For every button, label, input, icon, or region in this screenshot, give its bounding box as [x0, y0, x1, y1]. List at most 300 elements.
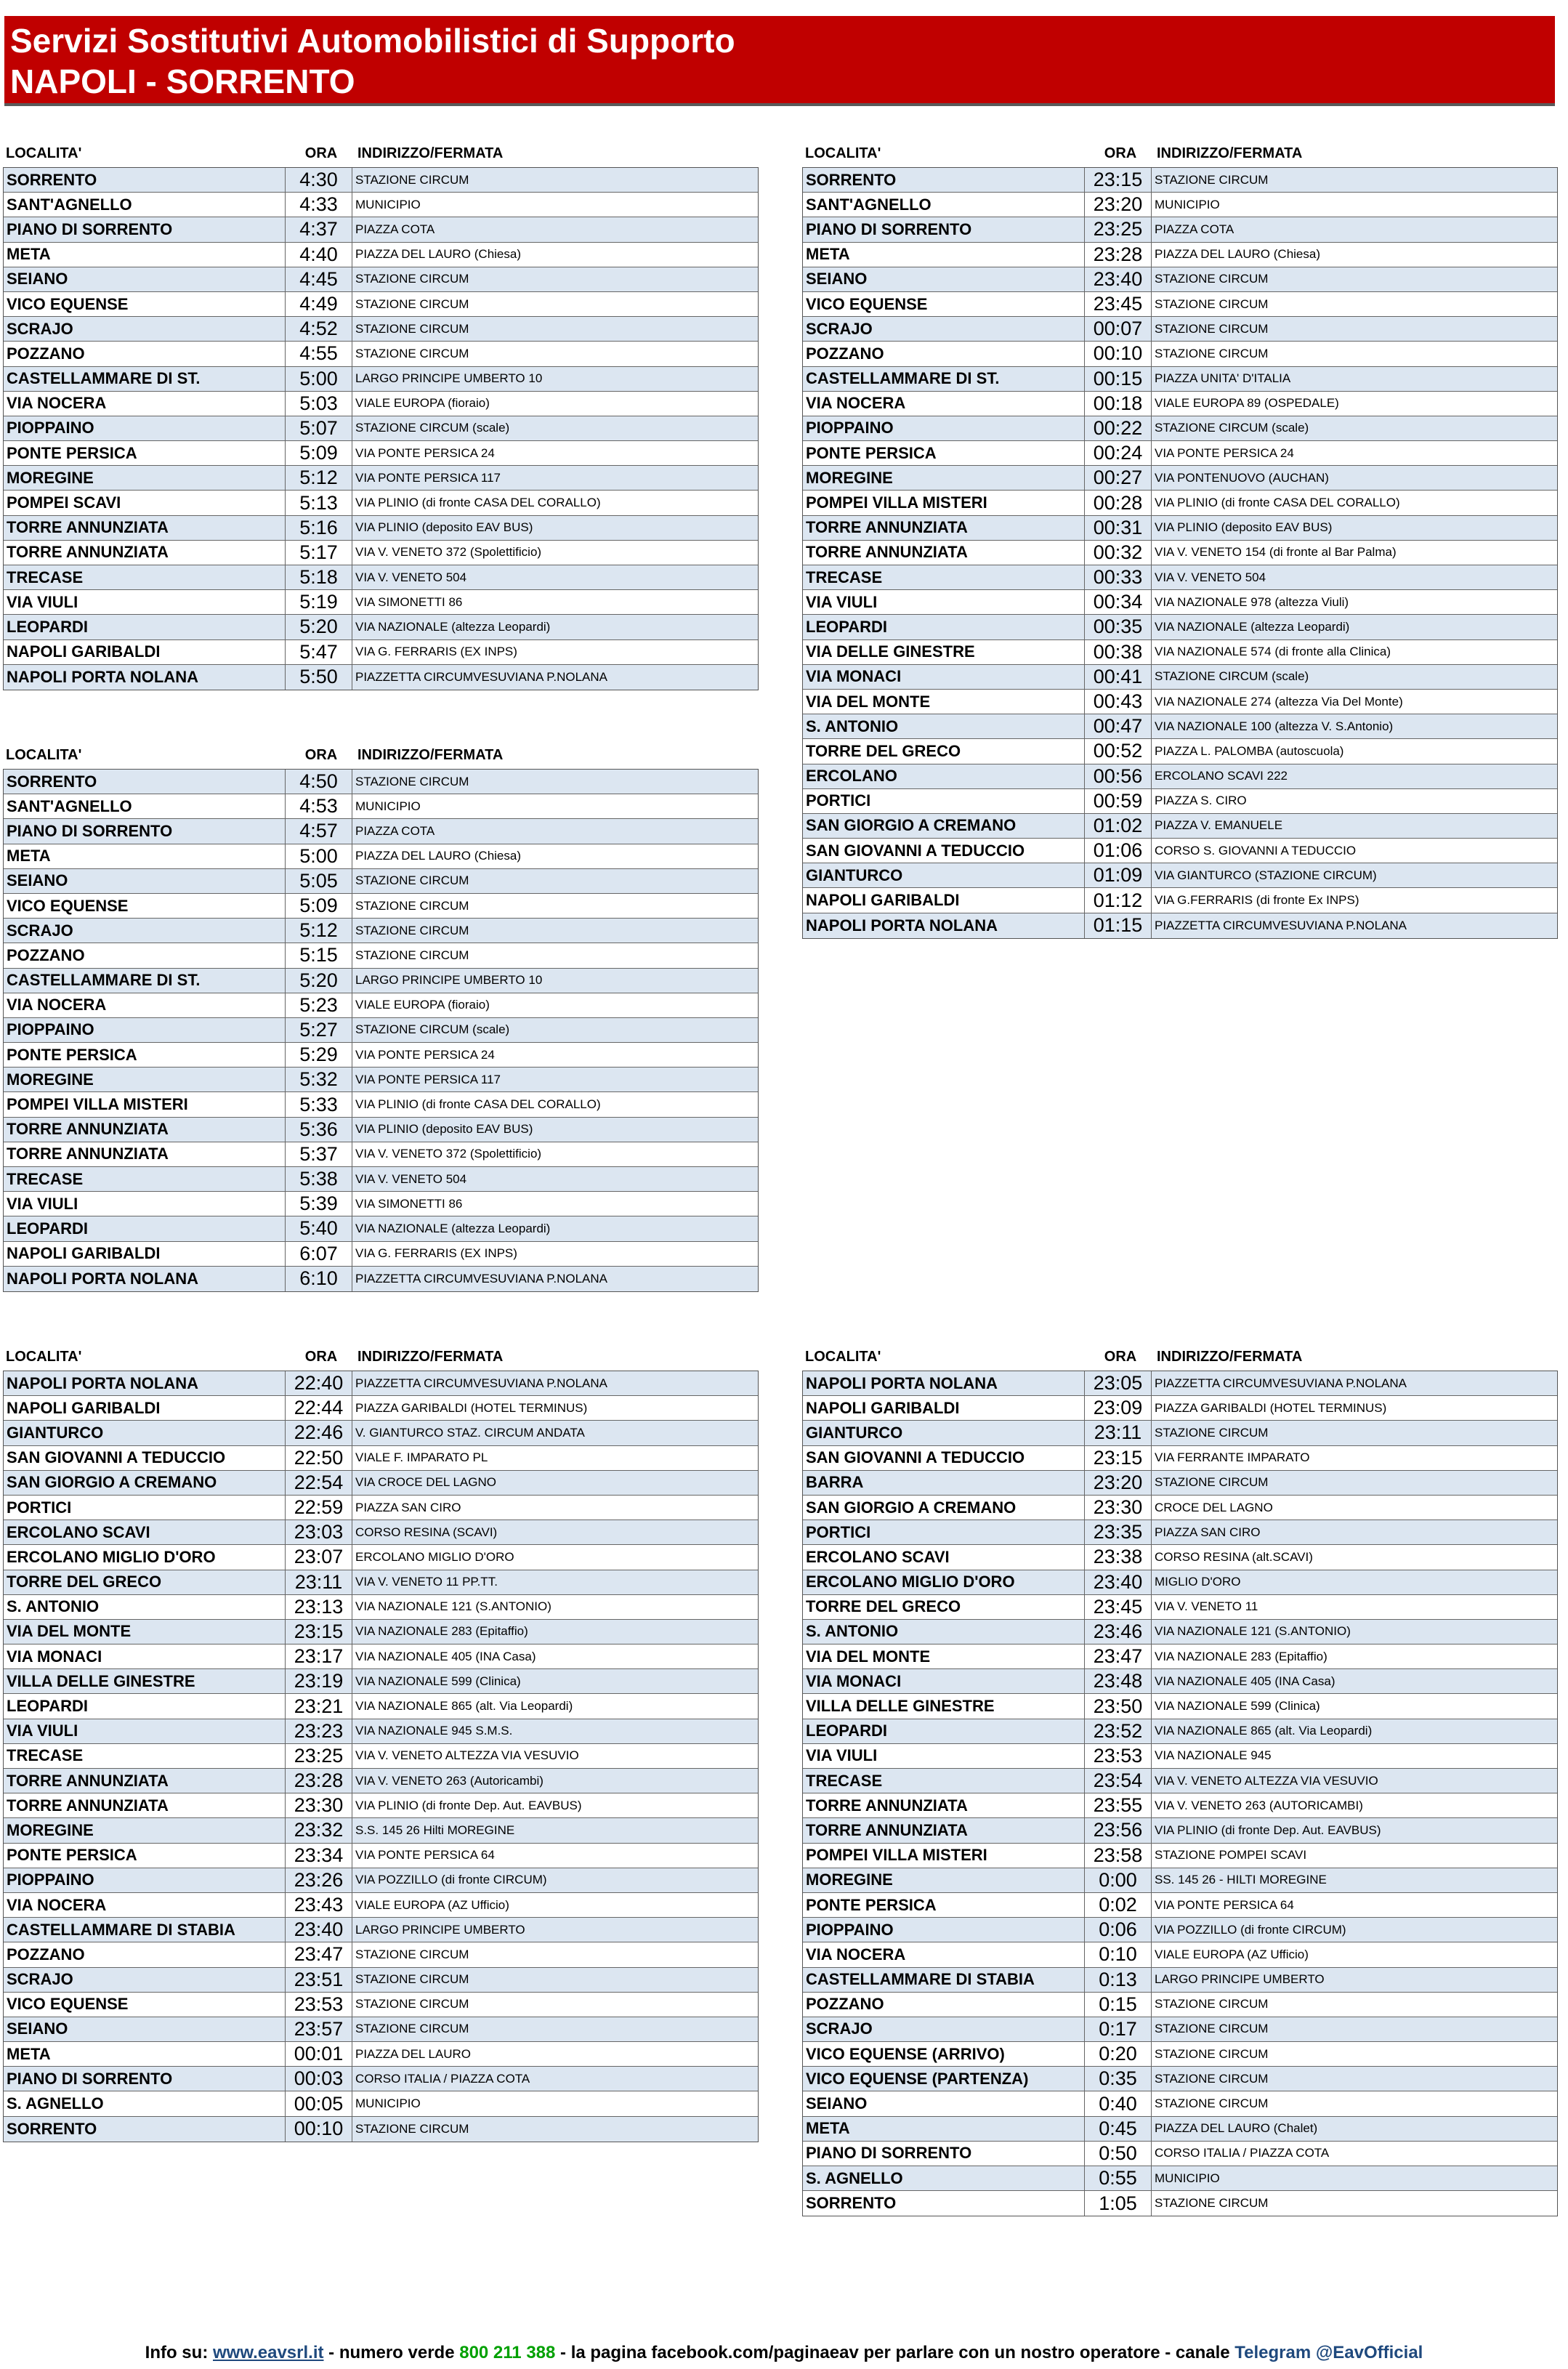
- stop-address: VIA V. VENETO 11 PP.TT.: [355, 1575, 498, 1589]
- departure-time: 00:01: [286, 2042, 352, 2066]
- departure-time: 23:38: [1085, 1545, 1152, 1569]
- stop-name: VIA DEL MONTE: [4, 1620, 286, 1644]
- stop-name: TRECASE: [4, 565, 286, 589]
- stop-name: S. AGNELLO: [803, 2166, 1085, 2190]
- table-row: [4, 1092, 758, 1117]
- departure-time: 4:33: [286, 193, 352, 217]
- stop-address: STAZIONE CIRCUM: [1155, 1475, 1269, 1490]
- table-row: [4, 943, 758, 968]
- stop-address: VIA G. FERRARIS (EX INPS): [355, 645, 517, 659]
- stop-name: MOREGINE: [803, 1868, 1085, 1892]
- departure-time: 4:49: [286, 292, 352, 316]
- table-row: [4, 869, 758, 894]
- stop-name: SANT'AGNELLO: [4, 193, 286, 217]
- stop-name: VIA VIULI: [4, 1192, 286, 1216]
- table-row: [4, 1471, 758, 1496]
- departure-time: 00:33: [1085, 565, 1152, 589]
- stop-address: VIA V. VENETO 504: [1155, 570, 1266, 584]
- table-row: [803, 491, 1557, 515]
- departure-time: 23:43: [286, 1893, 352, 1917]
- stop-address: VIA NAZIONALE (altezza Leopardi): [355, 619, 551, 634]
- stop-address: VIA NAZIONALE 574 (di fronte alla Clinica): [1155, 645, 1391, 659]
- stop-name: VIA MONACI: [4, 1644, 286, 1668]
- stop-name: META: [803, 2117, 1085, 2141]
- stop-name: POMPEI VILLA MISTERI: [803, 1844, 1085, 1868]
- table-row: [4, 1694, 758, 1719]
- table-row: [803, 1620, 1557, 1644]
- stop-address: VIA PONTE PERSICA 24: [355, 445, 495, 460]
- stop-name: NAPOLI PORTA NOLANA: [4, 1371, 286, 1395]
- stop-address: VIALE EUROPA 89 (OSPEDALE): [1155, 396, 1339, 411]
- stop-address: STAZIONE CIRCUM: [1155, 2022, 1269, 2036]
- departure-time: 01:15: [1085, 913, 1152, 938]
- stop-name: POZZANO: [4, 943, 286, 967]
- stop-name: SAN GIOVANNI A TEDUCCIO: [803, 1446, 1085, 1470]
- stop-name: VILLA DELLE GINESTRE: [803, 1694, 1085, 1718]
- departure-time: 0:35: [1085, 2067, 1152, 2091]
- stop-address: PIAZZA DEL LAURO: [355, 2046, 472, 2061]
- table-row: [803, 1371, 1557, 1396]
- stop-name: NAPOLI PORTA NOLANA: [4, 665, 286, 690]
- table-row: [4, 1446, 758, 1471]
- stop-address: STAZIONE CIRCUM: [355, 1972, 469, 1987]
- stop-name: PIANO DI SORRENTO: [4, 2067, 286, 2091]
- stop-name: META: [4, 2042, 286, 2066]
- departure-time: 5:12: [286, 466, 352, 490]
- stop-name: ERCOLANO: [803, 764, 1085, 788]
- stop-name: SORRENTO: [4, 168, 286, 192]
- departure-time: 23:54: [1085, 1769, 1152, 1793]
- stop-name: PIOPPAINO: [4, 416, 286, 440]
- stop-address: PIAZZA DEL LAURO (Chiesa): [355, 849, 521, 863]
- stop-address: S.S. 145 26 Hilti MOREGINE: [355, 1823, 515, 1837]
- stop-address: VIA NAZIONALE 100 (altezza V. S.Antonio): [1155, 719, 1394, 733]
- stop-name: SAN GIOVANNI A TEDUCCIO: [4, 1446, 286, 1470]
- departure-time: 4:40: [286, 243, 352, 267]
- table-row: [803, 590, 1557, 615]
- info-footer: [0, 2343, 1568, 2363]
- table-row: [803, 466, 1557, 491]
- table-row: [4, 1942, 758, 1967]
- stop-name: NAPOLI GARIBALDI: [4, 1242, 286, 1266]
- departure-time: 5:40: [286, 1216, 352, 1240]
- stop-name: VIA VIULI: [4, 590, 286, 614]
- departure-time: 5:09: [286, 894, 352, 918]
- table-row: [4, 919, 758, 943]
- stop-name: NAPOLI GARIBALDI: [4, 640, 286, 664]
- header-localita: LOCALITA': [805, 145, 881, 161]
- departure-time: 23:35: [1085, 1520, 1152, 1544]
- table-row: [803, 1396, 1557, 1421]
- stop-name: TORRE ANNUNZIATA: [4, 541, 286, 565]
- stop-address: PIAZZA COTA: [355, 823, 435, 838]
- table-row: [4, 794, 758, 819]
- stop-address: SS. 145 26 - HILTI MOREGINE: [1155, 1873, 1327, 1887]
- table-row: [4, 1893, 758, 1918]
- table-row: [4, 565, 758, 590]
- departure-time: 23:47: [1085, 1644, 1152, 1668]
- stop-address: STAZIONE CIRCUM (scale): [1155, 421, 1309, 435]
- header-indirizzo: INDIRIZZO/FERMATA: [357, 145, 504, 161]
- departure-time: 23:25: [1085, 217, 1152, 241]
- stop-name: VIA DELLE GINESTRE: [803, 640, 1085, 664]
- stop-address: VIALE EUROPA (fioraio): [355, 998, 490, 1012]
- stop-name: MOREGINE: [4, 1068, 286, 1091]
- table-row: [4, 1496, 758, 1520]
- stop-address: VIA V. VENETO ALTEZZA VIA VESUVIO: [1155, 1773, 1378, 1788]
- header-ora: ORA: [1104, 1349, 1137, 1365]
- table-row: [803, 516, 1557, 541]
- stop-address: VIA V. VENETO 11: [1155, 1599, 1258, 1614]
- table-row: [4, 1043, 758, 1068]
- stop-name: POMPEI VILLA MISTERI: [4, 1092, 286, 1116]
- table-row: [4, 1744, 758, 1769]
- table-grid: [802, 1371, 1558, 2216]
- departure-time: 5:32: [286, 1068, 352, 1091]
- header-ora: ORA: [304, 145, 338, 161]
- table-row: [4, 1719, 758, 1744]
- table-row: [803, 1793, 1557, 1818]
- stop-name: PIOPPAINO: [4, 1868, 286, 1892]
- departure-time: 0:15: [1085, 1993, 1152, 2017]
- stop-name: SEIANO: [803, 2091, 1085, 2115]
- stop-address: MUNICIPIO: [355, 2096, 421, 2111]
- stop-address: CORSO ITALIA / PIAZZA COTA: [355, 2071, 530, 2086]
- stop-address: VIA POZZILLO (di fronte CIRCUM): [355, 1873, 547, 1887]
- stop-name: TORRE DEL GRECO: [803, 1595, 1085, 1619]
- stop-address: STAZIONE CIRCUM: [355, 1997, 469, 2011]
- stop-address: VIALE EUROPA (AZ Ufficio): [1155, 1947, 1309, 1961]
- departure-time: 5:47: [286, 640, 352, 664]
- table-row: [4, 1644, 758, 1669]
- stop-name: POZZANO: [803, 1993, 1085, 2017]
- departure-time: 6:07: [286, 1242, 352, 1266]
- stop-name: SCRAJO: [4, 317, 286, 341]
- departure-time: 23:03: [286, 1520, 352, 1544]
- stop-name: MOREGINE: [4, 1818, 286, 1842]
- departure-time: 23:20: [1085, 193, 1152, 217]
- table-row: [803, 541, 1557, 565]
- departure-time: 23:11: [1085, 1421, 1152, 1445]
- stop-address: PIAZZA S. CIRO: [1155, 794, 1247, 808]
- stop-name: NAPOLI GARIBALDI: [803, 888, 1085, 912]
- table-grid: [3, 167, 759, 690]
- stop-address: PIAZZA DEL LAURO (Chiesa): [355, 247, 521, 262]
- stop-address: VIA V. VENETO 504: [355, 1171, 467, 1186]
- footer-text-1: - numero verde: [323, 2343, 460, 2362]
- departure-time: 5:09: [286, 441, 352, 465]
- stop-address: PIAZZETTA CIRCUMVESUVIANA P.NOLANA: [355, 1271, 608, 1286]
- footer-prefix: Info su:: [145, 2343, 213, 2362]
- website-link[interactable]: www.eavsrl.it: [212, 2343, 324, 2362]
- stop-name: NAPOLI PORTA NOLANA: [4, 1267, 286, 1291]
- table-row: [4, 217, 758, 242]
- table-row: [4, 615, 758, 639]
- departure-time: 5:18: [286, 565, 352, 589]
- stop-address: LARGO PRINCIPE UMBERTO 10: [355, 371, 543, 386]
- stop-name: TORRE ANNUNZIATA: [803, 1818, 1085, 1842]
- stop-address: VIA NAZIONALE (altezza Leopardi): [355, 1221, 551, 1235]
- stop-address: VIA NAZIONALE 121 (S.ANTONIO): [355, 1599, 551, 1614]
- departure-time: 23:15: [1085, 168, 1152, 192]
- stop-name: ERCOLANO SCAVI: [4, 1520, 286, 1544]
- table-row: [4, 491, 758, 515]
- stop-name: TRECASE: [803, 1769, 1085, 1793]
- stop-address: VIALE EUROPA (AZ Ufficio): [355, 1897, 509, 1912]
- stop-name: VIA VIULI: [4, 1719, 286, 1743]
- stop-address: STAZIONE CIRCUM: [1155, 2046, 1269, 2061]
- departure-time: 5:20: [286, 615, 352, 639]
- stop-address: MIGLIO D'ORO: [1155, 1575, 1241, 1589]
- stop-name: VIA VIULI: [803, 1744, 1085, 1768]
- table-row: [803, 1968, 1557, 1993]
- table-header: [3, 1344, 759, 1371]
- table-row: [803, 1744, 1557, 1769]
- departure-time: 23:34: [286, 1844, 352, 1868]
- departure-time: 6:10: [286, 1267, 352, 1291]
- departure-time: 23:20: [1085, 1471, 1152, 1495]
- stop-address: VIA PONTENUOVO (AUCHAN): [1155, 470, 1329, 485]
- table-row: [803, 739, 1557, 764]
- departure-time: 5:36: [286, 1118, 352, 1142]
- departure-time: 23:58: [1085, 1844, 1152, 1868]
- departure-time: 5:05: [286, 869, 352, 893]
- stop-name: SCRAJO: [4, 1968, 286, 1992]
- table-row: [4, 1793, 758, 1818]
- stop-name: PONTE PERSICA: [4, 441, 286, 465]
- stop-name: CASTELLAMMARE DI STABIA: [4, 1918, 286, 1942]
- stop-address: STAZIONE CIRCUM: [355, 948, 469, 962]
- table-row: [4, 292, 758, 317]
- departure-time: 23:21: [286, 1694, 352, 1718]
- departure-time: 01:02: [1085, 814, 1152, 838]
- stop-name: TORRE DEL GRECO: [803, 739, 1085, 763]
- table-row: [803, 217, 1557, 242]
- table-row: [803, 789, 1557, 814]
- stop-name: GIANTURCO: [803, 863, 1085, 887]
- table-row: [4, 1818, 758, 1843]
- table-row: [4, 1192, 758, 1216]
- table-row: [4, 1769, 758, 1793]
- table-row: [4, 1620, 758, 1644]
- stop-address: STAZIONE CIRCUM: [1155, 2071, 1269, 2086]
- table-row: [4, 1868, 758, 1893]
- table-row: [4, 1371, 758, 1396]
- stop-address: VIA PLINIO (di fronte Dep. Aut. EAVBUS): [355, 1798, 582, 1812]
- stop-name: META: [4, 844, 286, 868]
- stop-name: VIA NOCERA: [4, 392, 286, 416]
- departure-time: 5:15: [286, 943, 352, 967]
- stop-name: NAPOLI PORTA NOLANA: [803, 1371, 1085, 1395]
- stop-address: STAZIONE CIRCUM: [1155, 272, 1269, 286]
- departure-time: 22:46: [286, 1421, 352, 1445]
- stop-address: VIA V. VENETO 372 (Spolettificio): [355, 1147, 542, 1161]
- stop-address: VIA PONTE PERSICA 64: [1155, 1897, 1294, 1912]
- departure-time: 23:53: [286, 1993, 352, 2017]
- header-localita: LOCALITA': [6, 145, 82, 161]
- departure-time: 00:35: [1085, 615, 1152, 639]
- stop-name: SCRAJO: [803, 2017, 1085, 2041]
- table-row: [803, 888, 1557, 913]
- table-row: [803, 2142, 1557, 2166]
- table-row: [803, 615, 1557, 639]
- table-row: [803, 714, 1557, 739]
- stop-name: NAPOLI GARIBALDI: [803, 1396, 1085, 1420]
- departure-time: 23:28: [1085, 243, 1152, 267]
- stop-address: VIA NAZIONALE 599 (Clinica): [1155, 1699, 1320, 1714]
- table-row: [803, 1893, 1557, 1918]
- stop-name: SANT'AGNELLO: [803, 193, 1085, 217]
- footer-text-2: - la pagina facebook.com/paginaeav per parlare con un nostro operatore - canale: [555, 2343, 1235, 2362]
- departure-time: 0:20: [1085, 2042, 1152, 2066]
- stop-address: VIA PONTE PERSICA 24: [1155, 445, 1294, 460]
- table-row: [803, 1868, 1557, 1893]
- stop-name: GIANTURCO: [4, 1421, 286, 1445]
- table-row: [803, 1644, 1557, 1669]
- table-row: [4, 1118, 758, 1142]
- departure-time: 22:59: [286, 1496, 352, 1520]
- stop-address: PIAZZA UNITA' D'ITALIA: [1155, 371, 1291, 386]
- stop-address: STAZIONE CIRCUM: [1155, 1425, 1269, 1440]
- stop-name: PIANO DI SORRENTO: [803, 217, 1085, 241]
- stop-address: VIA SIMONETTI 86: [355, 594, 463, 609]
- table-row: [803, 1595, 1557, 1620]
- stop-name: PIOPPAINO: [4, 1018, 286, 1042]
- table-row: [803, 416, 1557, 441]
- departure-time: 23:28: [286, 1769, 352, 1793]
- stop-address: VIA PONTE PERSICA 64: [355, 1848, 495, 1862]
- table-row: [4, 541, 758, 565]
- table-header: [3, 141, 759, 167]
- stop-name: S. ANTONIO: [4, 1595, 286, 1619]
- departure-time: 0:02: [1085, 1893, 1152, 1917]
- table-row: [4, 1993, 758, 2017]
- table-row: [803, 1918, 1557, 1942]
- departure-time: 4:50: [286, 770, 352, 794]
- page-title: Servizi Sostitutivi Automobilistici di Supporto: [10, 22, 735, 60]
- stop-name: PIOPPAINO: [803, 1918, 1085, 1942]
- departure-time: 5:27: [286, 1018, 352, 1042]
- stop-address: PIAZZA GARIBALDI (HOTEL TERMINUS): [355, 1400, 588, 1415]
- table-row: [803, 243, 1557, 267]
- table-row: [803, 1719, 1557, 1744]
- title-bar: [4, 16, 1555, 106]
- departure-time: 23:13: [286, 1595, 352, 1619]
- table-row: [803, 1669, 1557, 1694]
- stop-name: ERCOLANO MIGLIO D'ORO: [803, 1570, 1085, 1594]
- table-row: [4, 894, 758, 919]
- table-row: [803, 1471, 1557, 1496]
- table-row: [4, 1545, 758, 1570]
- stop-name: VIA DEL MONTE: [803, 1644, 1085, 1668]
- stop-name: SORRENTO: [4, 770, 286, 794]
- stop-address: VIA PLINIO (deposito EAV BUS): [355, 520, 533, 535]
- stop-address: VIALE F. IMPARATO PL: [355, 1450, 488, 1465]
- table-row: [4, 1669, 758, 1694]
- stop-address: CORSO RESINA (SCAVI): [355, 1525, 498, 1539]
- departure-time: 00:18: [1085, 392, 1152, 416]
- table-row: [4, 392, 758, 416]
- stop-name: SORRENTO: [803, 2191, 1085, 2216]
- departure-time: 1:05: [1085, 2191, 1152, 2216]
- stop-address: VIA V. VENETO 263 (AUTORICAMBI): [1155, 1798, 1363, 1812]
- stop-name: NAPOLI GARIBALDI: [4, 1396, 286, 1420]
- stop-address: STAZIONE CIRCUM: [355, 923, 469, 937]
- header-indirizzo: INDIRIZZO/FERMATA: [357, 747, 504, 763]
- stop-name: TORRE ANNUNZIATA: [4, 1142, 286, 1166]
- table-row: [803, 1818, 1557, 1843]
- table-header: [802, 141, 1558, 167]
- stop-name: TRECASE: [4, 1744, 286, 1768]
- departure-time: 23:07: [286, 1545, 352, 1569]
- departure-time: 23:48: [1085, 1669, 1152, 1693]
- table-row: [4, 1844, 758, 1868]
- stop-name: VILLA DELLE GINESTRE: [4, 1669, 286, 1693]
- table-row: [803, 1496, 1557, 1520]
- stop-address: STAZIONE CIRCUM: [355, 1947, 469, 1961]
- stop-address: STAZIONE CIRCUM: [355, 2022, 469, 2036]
- stop-name: LEOPARDI: [4, 615, 286, 639]
- stop-name: POZZANO: [803, 342, 1085, 366]
- departure-time: 23:51: [286, 1968, 352, 1992]
- stop-name: VICO EQUENSE: [4, 292, 286, 316]
- table-row: [4, 590, 758, 615]
- departure-time: 23:09: [1085, 1396, 1152, 1420]
- table-row: [803, 839, 1557, 863]
- stop-address: VIALE EUROPA (fioraio): [355, 396, 490, 411]
- departure-time: 0:55: [1085, 2166, 1152, 2190]
- departure-time: 0:40: [1085, 2091, 1152, 2115]
- stop-address: PIAZZA DEL LAURO (Chalet): [1155, 2121, 1318, 2136]
- departure-time: 23:23: [286, 1719, 352, 1743]
- stop-address: STAZIONE CIRCUM: [1155, 2196, 1269, 2211]
- table-row: [4, 2117, 758, 2142]
- table-row: [4, 1018, 758, 1043]
- table-row: [803, 863, 1557, 888]
- departure-time: 00:43: [1085, 690, 1152, 714]
- stop-address: PIAZZA V. EMANUELE: [1155, 818, 1283, 833]
- stop-address: VIA SIMONETTI 86: [355, 1196, 463, 1211]
- stop-address: VIA FERRANTE IMPARATO: [1155, 1450, 1310, 1465]
- table-row: [4, 770, 758, 794]
- table-row: [4, 267, 758, 292]
- stop-name: S. AGNELLO: [4, 2091, 286, 2115]
- header-localita: LOCALITA': [805, 1349, 881, 1365]
- stop-address: VIA V. VENETO 263 (Autoricambi): [355, 1773, 543, 1788]
- departure-time: 00:32: [1085, 541, 1152, 565]
- stop-name: VICO EQUENSE: [803, 292, 1085, 316]
- table-row: [4, 1595, 758, 1620]
- stop-name: SAN GIORGIO A CREMANO: [803, 1496, 1085, 1520]
- table-row: [803, 1421, 1557, 1445]
- departure-time: 23:11: [286, 1570, 352, 1594]
- departure-time: 00:27: [1085, 466, 1152, 490]
- stop-name: ERCOLANO MIGLIO D'ORO: [4, 1545, 286, 1569]
- stop-name: TORRE ANNUNZIATA: [803, 1793, 1085, 1817]
- departure-time: 23:30: [1085, 1496, 1152, 1520]
- stop-name: PONTE PERSICA: [4, 1844, 286, 1868]
- telegram-channel: Telegram @EavOfficial: [1234, 2343, 1423, 2362]
- table-row: [803, 267, 1557, 292]
- table-row: [803, 1769, 1557, 1793]
- stop-name: TORRE DEL GRECO: [4, 1570, 286, 1594]
- stop-name: VIA NOCERA: [4, 993, 286, 1017]
- departure-time: 00:10: [1085, 342, 1152, 366]
- stop-name: META: [4, 243, 286, 267]
- table-row: [803, 367, 1557, 392]
- timetable-morning-1: [3, 141, 759, 690]
- stop-address: CORSO ITALIA / PIAZZA COTA: [1155, 2146, 1330, 2160]
